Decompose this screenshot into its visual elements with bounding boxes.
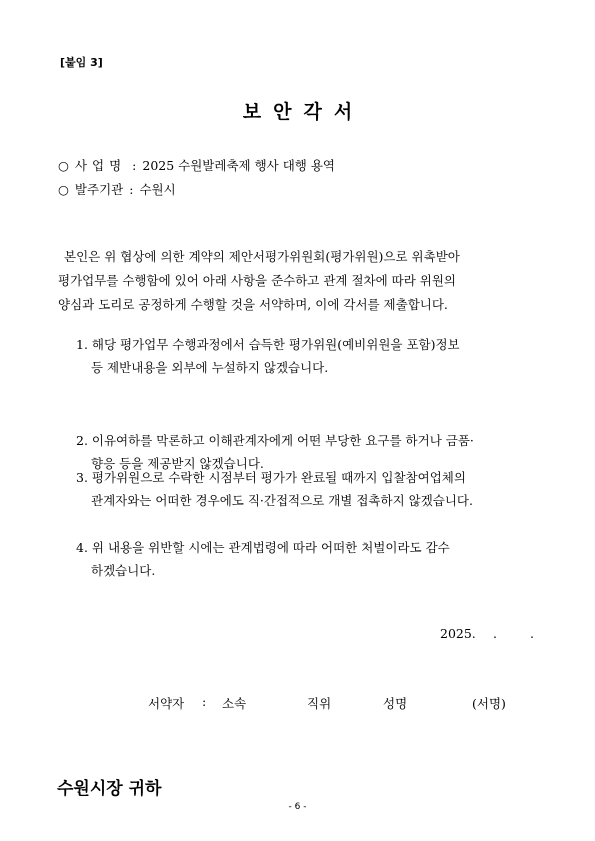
circle-bullet-icon: ○ (58, 158, 69, 173)
pledge-line: 1. 해당 평가업무 수행과정에서 습득한 평가위원(예비위원을 포함)정보 (76, 337, 460, 352)
signer-colon: : (202, 694, 207, 709)
intro-paragraph (58, 245, 548, 317)
intro-line: 본인은 위 협상에 의한 계약의 제안서평가위원회(평가위원)으로 위촉받아 (64, 249, 460, 264)
project-value: 2025 수원발레축제 행사 대행 용역 (142, 158, 335, 173)
pledge-line: 하겠습니다. (91, 563, 156, 578)
pledge-line: 향응 등을 제공받지 않겠습니다. (91, 456, 264, 471)
document-title: 보안각서 (242, 101, 365, 123)
project-info-line (58, 156, 335, 174)
date-year: 2025. (440, 626, 476, 641)
date-month: . (493, 626, 497, 641)
date-day: . (530, 626, 534, 641)
affiliation-label: 소속 (222, 696, 247, 711)
name-label: 성명 (383, 696, 408, 711)
project-label: 사업명 (74, 158, 127, 173)
circle-bullet-icon: ○ (58, 182, 69, 197)
signature-row (0, 694, 595, 714)
client-label: 발주기관 (74, 182, 124, 197)
signer-label: 서약자 (148, 696, 185, 711)
pledge-item (76, 466, 556, 512)
addressee: 수원시장 귀하 (57, 779, 162, 799)
pledge-line: 3. 평가위원으로 수락한 시점부터 평가가 완료될 때까지 입찰참여업체의 (76, 470, 466, 485)
pledge-line: 관계자와는 어떠한 경우에도 직·간접적으로 개별 접촉하지 않겠습니다. (91, 493, 473, 508)
client-info-line (58, 180, 176, 198)
intro-line: 양심과 도리로 공정하게 수행할 것을 서약하며, 이에 각서를 제출합니다. (58, 297, 448, 312)
signature-label: (서명) (472, 696, 506, 711)
pledge-item (76, 333, 556, 379)
project-separator: : (132, 158, 137, 173)
intro-line: 평가업무를 수행함에 있어 아래 사항을 준수하고 관계 절차에 따라 위원의 (58, 273, 457, 288)
pledge-line: 4. 위 내용을 위반할 시에는 관계법령에 따라 어떠한 처벌이라도 감수 (76, 540, 450, 555)
pledge-line: 2. 이유여하를 막론하고 이해관계자에게 어떤 부당한 요구를 하거나 금품· (76, 433, 474, 448)
position-label: 직위 (307, 696, 332, 711)
client-separator: : (129, 182, 134, 197)
pledge-line: 등 제반내용을 외부에 누설하지 않겠습니다. (91, 360, 329, 375)
attachment-label: [붙임 3] (60, 56, 103, 69)
client-value: 수원시 (139, 182, 176, 197)
pledge-item (76, 536, 556, 582)
page-number: - 6 - (288, 802, 307, 812)
date-line (440, 626, 534, 641)
